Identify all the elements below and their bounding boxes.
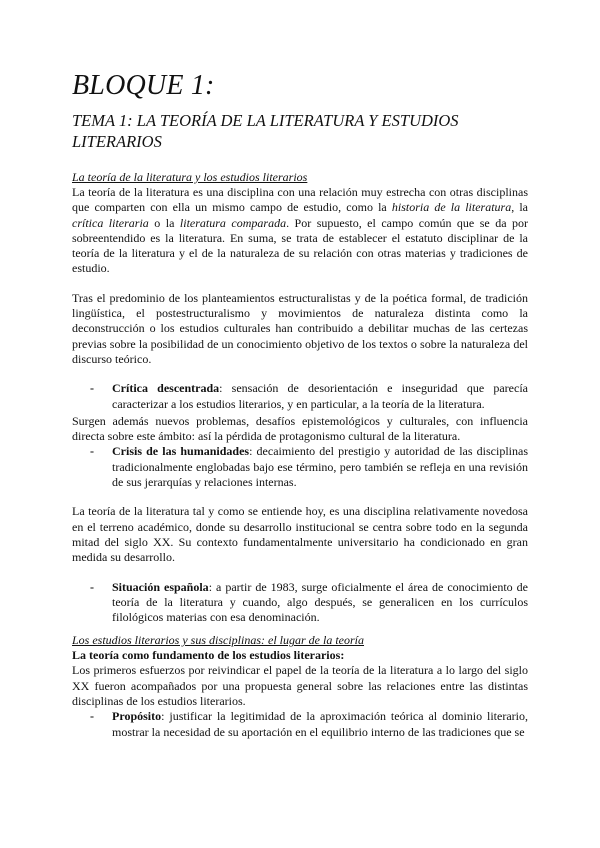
dash-marker: - (90, 444, 94, 459)
dash-marker: - (90, 579, 94, 594)
bullet-list-situacion (90, 580, 528, 626)
bullet-proposito: - Propósito: justificar la legitimidad de la aproximación teórica al dominio literario, mostrar la necesidad de su aportación en el equilibrio interno de las tradiciones que se (90, 709, 528, 739)
bullet-list-critica (90, 381, 528, 412)
tema-title: TEMA 1: LA TEORÍA DE LA LITERATURA Y ESTUDIOS LITERARIOS (72, 111, 459, 151)
section-2-subheading: La teoría como fundamento de los estudios literarios: (72, 648, 345, 663)
bullet-list-proposito (90, 709, 528, 740)
bullet-critica-descentrada: - Crítica descentrada: sensación de desorientación e inseguridad que parecía caracterizar a los estudios literarios, y en particular, a la teoría de la literatura. (90, 381, 528, 411)
dash-marker: - (90, 381, 94, 396)
section-2-title: Los estudios literarios y sus disciplinas: el lugar de la teoría (72, 633, 365, 648)
bullet-situacion-espanola: - Situación española: a partir de 1983, surge oficialmente el área de conocimiento de teoría de la literatura y cuando, algo después, se generalicen en los currículos filológicos materias con esa denominación. (90, 579, 528, 625)
section-2-paragraph-1: Los primeros esfuerzos por reivindicar el papel de la teoría de la literatura a lo largo del siglo XX fueron acompañados por una propuesta general sobre las relaciones entre las distintas disciplinas de los estudios literarios. (72, 663, 528, 709)
document-page (72, 70, 528, 740)
bullet-list-crisis (90, 444, 528, 490)
section-1-title: La teoría de la literatura y los estudios literarios (72, 170, 308, 184)
section-1-paragraph-4: La teoría de la literatura tal y como se entiende hoy, es una disciplina relativamente novedosa en el terreno académico, donde su desarrollo institucional se centra sobre todo en la segunda mitad del siglo XX. Su contexto fundamentalmente universitario ha condicionado en gran medida su desarrollo. (72, 504, 528, 565)
section-1-paragraph-1: La teoría de la literatura es una disciplina con una relación muy estrecha con otras disciplinas que comparten con ella un mismo campo de estudio, como la historia de la literatura, la crítica literaria o la literatura comparada. Por supuesto, el campo común que se da por sobreentendido es la literatura. En suma, se trata de establecer el estatuto disciplinar de la teoría de la literatura y el de la naturaleza de su relación con otras materias y tradiciones de estudio. (72, 185, 529, 276)
bullet-crisis-humanidades: - Crisis de las humanidades: decaimiento del prestigio y autoridad de las disciplinas tradicionalmente englobadas bajo ese término, pero también se refleja en una revisión de sus jerarquías y relaciones internas. (90, 444, 528, 490)
bloque-title: BLOQUE 1: (72, 70, 215, 101)
section-1-paragraph-3: Surgen además nuevos problemas, desafíos epistemológicos y culturales, con influencia directa sobre este ámbito: así la pérdida de protagonismo cultural de la literatura. (72, 413, 528, 444)
dash-marker: - (90, 709, 94, 724)
section-1-paragraph-2: Tras el predominio de los planteamientos estructuralistas y de la poética formal, de tradición lingüística, el postestructuralismo y movimientos de naturaleza distinta como la deconstrucción o los estudios culturales han contribuido a debilitar muchas de las certezas previas sobre la posibilidad de un conocimiento objetivo de los textos o sobre la naturaleza del discurso teórico. (72, 290, 528, 366)
